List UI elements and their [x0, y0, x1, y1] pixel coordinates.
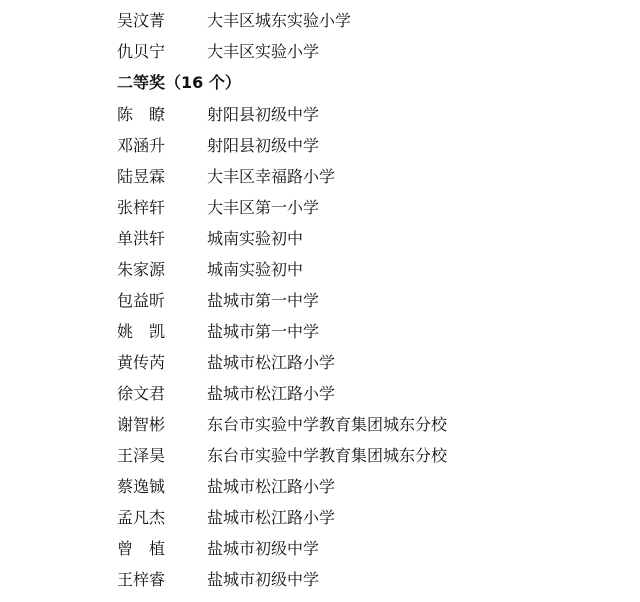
- award-entry: [0, 192, 640, 223]
- award-entry: [0, 285, 640, 316]
- student-name: 邓涵升: [117, 136, 166, 155]
- award-entry: [0, 533, 640, 564]
- award-entry: [0, 502, 640, 533]
- school-name: 大丰区第一小学: [207, 198, 320, 217]
- student-name: 蔡逸铖: [117, 477, 166, 496]
- school-name: 射阳县初级中学: [207, 105, 320, 124]
- award-entry: [0, 347, 640, 378]
- school-name: 盐城市第一中学: [207, 322, 320, 341]
- student-name: 单洪轩: [117, 229, 166, 248]
- award-entry: [0, 5, 640, 36]
- school-name: 盐城市初级中学: [207, 570, 320, 589]
- award-entry: [0, 161, 640, 192]
- school-name: 大丰区幸福路小学: [207, 167, 336, 186]
- school-name: 盐城市初级中学: [207, 539, 320, 558]
- student-name: 黄传芮: [117, 353, 166, 372]
- student-name: 陈 瞭: [117, 105, 166, 124]
- student-name: 仇贝宁: [117, 42, 166, 61]
- award-entry: [0, 471, 640, 502]
- award-entry: [0, 36, 640, 67]
- student-name: 王泽昊: [117, 446, 166, 465]
- school-name: 东台市实验中学教育集团城东分校: [207, 415, 448, 434]
- award-entry: [0, 254, 640, 285]
- award-entry: [0, 378, 640, 409]
- student-name: 曾 植: [117, 539, 166, 558]
- student-name: 张梓轩: [117, 198, 166, 217]
- student-name: 包益昕: [117, 291, 166, 310]
- student-name: 王梓睿: [117, 570, 166, 589]
- student-name: 陆昱霖: [117, 167, 166, 186]
- school-name: 城南实验初中: [207, 260, 304, 279]
- award-entry: [0, 316, 640, 347]
- school-name: 大丰区城东实验小学: [207, 11, 352, 30]
- school-name: 盐城市松江路小学: [207, 353, 336, 372]
- award-entry: [0, 440, 640, 471]
- student-name: 谢智彬: [117, 415, 166, 434]
- student-name: 朱家源: [117, 260, 166, 279]
- student-name: 姚 凯: [117, 322, 166, 341]
- school-name: 射阳县初级中学: [207, 136, 320, 155]
- award-entry: [0, 130, 640, 161]
- school-name: 盐城市松江路小学: [207, 384, 336, 403]
- award-entry: [0, 564, 640, 595]
- school-name: 盐城市松江路小学: [207, 477, 336, 496]
- school-name: 东台市实验中学教育集团城东分校: [207, 446, 448, 465]
- student-name: 徐文君: [117, 384, 166, 403]
- award-entry: [0, 409, 640, 440]
- award-entry: [0, 99, 640, 130]
- school-name: 盐城市松江路小学: [207, 508, 336, 527]
- second-prize-heading: 二等奖（16 个）: [117, 73, 241, 92]
- award-entry: [0, 223, 640, 254]
- school-name: 城南实验初中: [207, 229, 304, 248]
- student-name: 孟凡杰: [117, 508, 166, 527]
- student-name: 吴汶菁: [117, 11, 166, 30]
- school-name: 大丰区实验小学: [207, 42, 320, 61]
- school-name: 盐城市第一中学: [207, 291, 320, 310]
